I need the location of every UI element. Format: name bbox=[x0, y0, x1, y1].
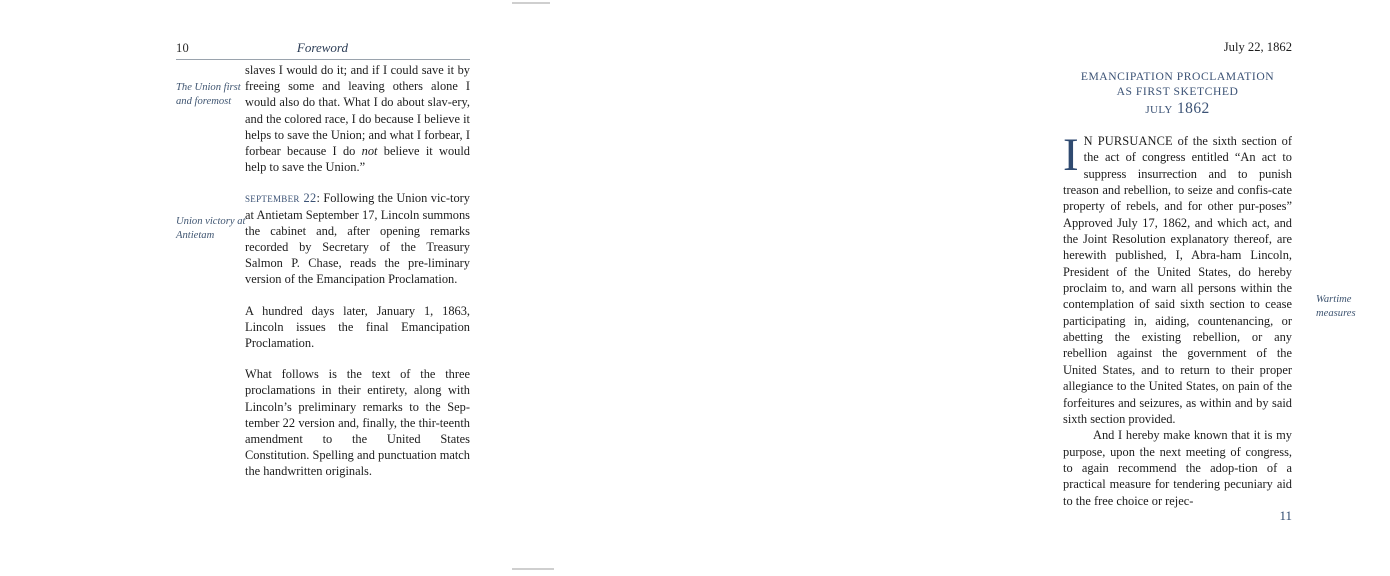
paragraph-in-pursuance-text: of the sixth section of the act of congress entitled “An act to suppress insurrection and to punish treason and rebellion, to seize and confis-cate property of rebels, and for other pur-poses” Approved July 17, 1862, and which act, and the Joint Resolution explanatory thereof, are herewith published, I, Abra-ham Lincoln, President of the United States, do hereby proclaim to, and warn all persons within the contemplation of said sixth section to cease participating in, aiding, countenancing, or abetting the existing rebellion, or any rebellion against the government of the United States, and to return to their proper allegiance to the United States, on pain of the forfeitures and seizures, as within and by said sixth section provided. bbox=[1063, 134, 1292, 426]
folio-left: 10 bbox=[176, 41, 189, 55]
right-text-column bbox=[1063, 129, 1292, 509]
date-label-september-22: september 22 bbox=[245, 191, 317, 206]
drop-cap-letter: I bbox=[1063, 129, 1079, 181]
title-line-1: EMANCIPATION PROCLAMATION bbox=[1080, 70, 1275, 83]
paragraph-september-22 bbox=[245, 190, 470, 287]
running-head: Foreword bbox=[296, 40, 348, 55]
paragraph-union-quote bbox=[245, 62, 470, 175]
title-line-3: july 1862 bbox=[1145, 100, 1210, 117]
right-page bbox=[512, 0, 1356, 576]
document-title-block bbox=[1063, 70, 1292, 118]
paragraph-union-quote-post: believe it would help to save the Union.” bbox=[245, 144, 470, 175]
emphasis-not: not bbox=[361, 144, 378, 159]
paragraph-in-pursuance bbox=[1063, 129, 1292, 427]
folio-right: 11 bbox=[1279, 508, 1292, 523]
marginal-note-union-victory-at-antietam: Union victory at Antietam bbox=[176, 216, 246, 241]
header-rule bbox=[176, 59, 470, 60]
right-page-header-date: July 22, 1862 bbox=[1223, 40, 1292, 54]
left-text-column bbox=[245, 62, 470, 480]
paragraph-what-follows: What follows is the text of the three proclamations in their entirety, along with Lincoln’s preliminary remarks to the Sep-tember 22 version and, finally, the thir-teenth amendment to the United States Constitution. Spelling and punctuation match the handwritten originals. bbox=[245, 367, 470, 479]
opening-caps-in-pursuance: N PURSUANCE bbox=[1083, 134, 1173, 148]
paragraph-and-i-hereby-make-known: And I hereby make known that it is my purpose, upon the next meeting of congress, to again recommend the adop-tion of a practical measure for tendering pecuniary aid to the free choice or rejec- bbox=[1063, 428, 1292, 508]
marginal-note-the-union-first-and-foremost: The Union first and foremost bbox=[176, 82, 241, 107]
left-page-header bbox=[176, 40, 470, 56]
paragraph-september-22-text: : Following the Union vic-tory at Antietam September 17, Lincoln summons the cabinet and, after opening remarks recorded by Secretary of the Treasury Salmon P. Chase, reads the pre-liminary version of the Emancipation Proclamation. bbox=[245, 191, 470, 287]
paragraph-hundred-days: A hundred days later, January 1, 1863, Lincoln issues the final Emancipation Proclamation. bbox=[245, 303, 470, 351]
paragraph-union-quote-pre: slaves I would do it; and if I could save it by freeing some and leaving others alone I would also do that. What I do about slav-ery, and the colored race, I do because I believe it helps to save the Union; and what I forbear, I forbear because I do bbox=[245, 63, 470, 159]
title-line-2: AS FIRST SKETCHED bbox=[1116, 84, 1239, 98]
marginal-note-wartime-measures: Wartime measures bbox=[1316, 294, 1356, 319]
left-page bbox=[0, 0, 512, 576]
